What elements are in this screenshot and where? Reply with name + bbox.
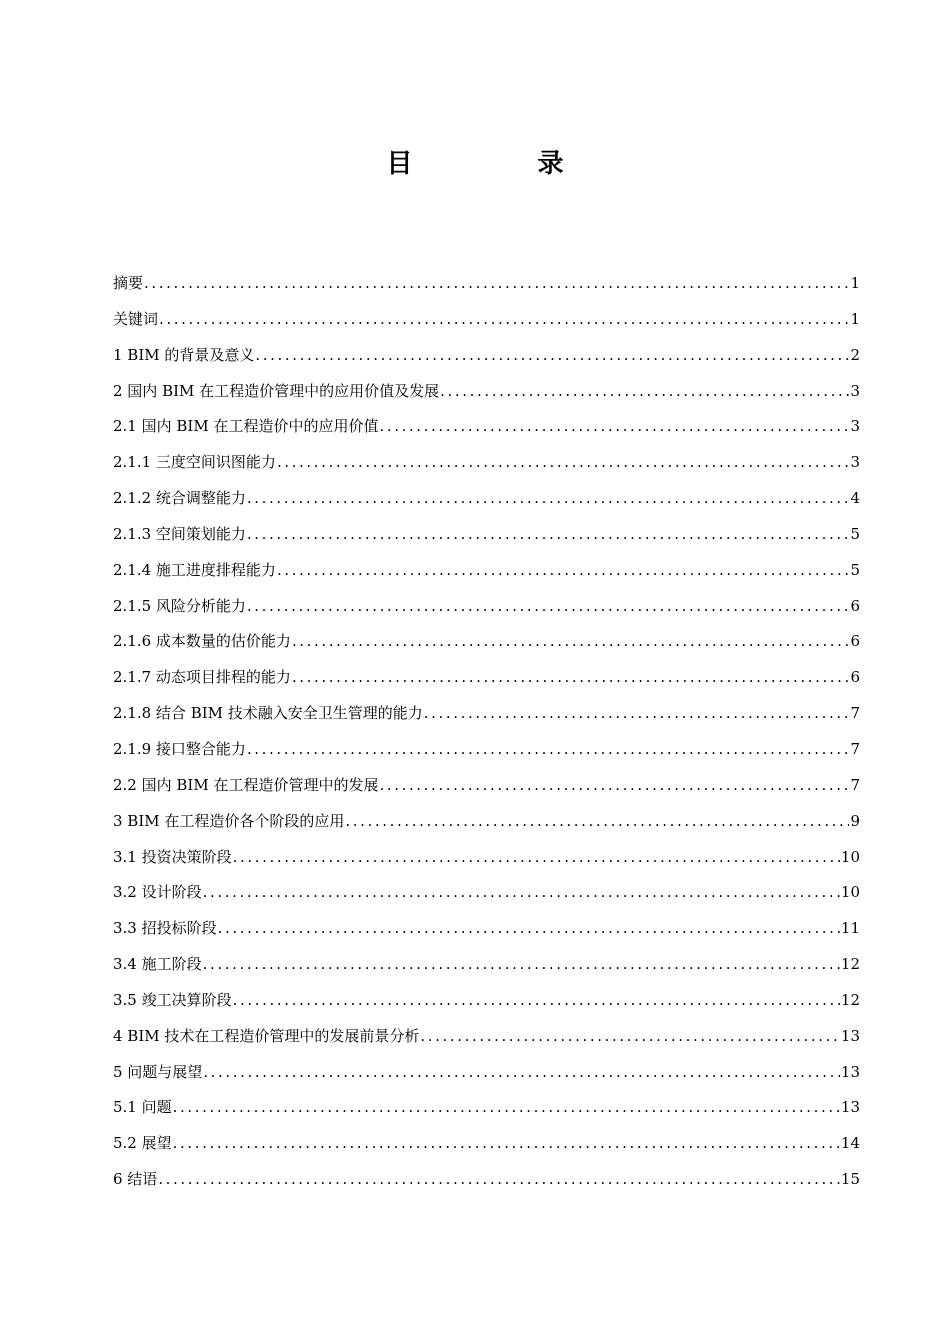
toc-leader-dots xyxy=(203,875,840,911)
toc-entry[interactable] xyxy=(113,1090,860,1126)
toc-entry-page: 6 xyxy=(850,596,860,615)
toc-entry-page: 2 xyxy=(850,345,860,364)
toc-entry-page: 12 xyxy=(840,955,860,974)
toc-leader-dots xyxy=(203,947,840,983)
toc-entry[interactable] xyxy=(113,804,860,840)
toc-leader-dots xyxy=(159,302,849,338)
toc-entry[interactable] xyxy=(113,983,860,1019)
toc-entry-page: 11 xyxy=(840,919,860,938)
toc-leader-dots xyxy=(247,732,850,768)
toc-leader-dots xyxy=(277,445,850,481)
toc-leader-dots xyxy=(173,1126,840,1162)
toc-entry-label: 2.2 国内 BIM 在工程造价管理中的发展 xyxy=(113,775,379,794)
toc-entry-label: 2.1.4 施工进度排程能力 xyxy=(113,560,276,579)
toc-entry-page: 7 xyxy=(850,739,860,758)
toc-entry-page: 10 xyxy=(840,847,860,866)
toc-entry-page: 5 xyxy=(850,560,860,579)
toc-leader-dots xyxy=(247,517,850,553)
toc-leader-dots xyxy=(379,409,849,445)
toc-leader-dots xyxy=(379,768,849,804)
toc-entry-label: 3.5 竣工决算阶段 xyxy=(113,990,232,1009)
toc-leader-dots xyxy=(158,1162,840,1198)
toc-entry-label: 关键词 xyxy=(113,309,159,328)
toc-entry-page: 14 xyxy=(840,1134,860,1153)
toc-leader-dots xyxy=(440,374,849,410)
toc-entry[interactable] xyxy=(113,840,860,876)
toc-entry[interactable] xyxy=(113,1126,860,1162)
toc-entry-page: 15 xyxy=(840,1170,860,1189)
toc-leader-dots xyxy=(277,553,850,589)
toc-entry[interactable] xyxy=(113,911,860,947)
toc-entry[interactable] xyxy=(113,266,860,302)
toc-leader-dots xyxy=(218,911,840,947)
toc-entry-label: 3.1 投资决策阶段 xyxy=(113,847,232,866)
toc-entry[interactable] xyxy=(113,947,860,983)
page-title: 目 录 xyxy=(386,149,622,179)
toc-entry-page: 9 xyxy=(850,811,860,830)
toc-entry-page: 6 xyxy=(850,632,860,651)
toc-entry-page: 7 xyxy=(850,704,860,723)
toc-entry[interactable] xyxy=(113,875,860,911)
toc-entry[interactable] xyxy=(113,302,860,338)
toc-entry-label: 摘要 xyxy=(113,274,144,292)
toc-entry-label: 4 BIM 技术在工程造价管理中的发展前景分析 xyxy=(113,1026,420,1045)
toc-entry-page: 12 xyxy=(840,990,860,1009)
toc-leader-dots xyxy=(173,1090,840,1126)
toc-leader-dots xyxy=(292,660,850,696)
toc-entry-page: 3 xyxy=(850,381,860,400)
toc-entry[interactable] xyxy=(113,445,860,481)
toc-leader-dots xyxy=(144,266,849,302)
table-of-contents xyxy=(113,266,860,1198)
toc-leader-dots xyxy=(247,589,850,625)
toc-entry[interactable] xyxy=(113,553,860,589)
toc-entry-page: 4 xyxy=(850,489,860,508)
toc-entry-page: 10 xyxy=(840,883,860,902)
toc-entry-page: 7 xyxy=(850,775,860,794)
toc-entry-page: 13 xyxy=(840,1062,860,1081)
toc-entry[interactable] xyxy=(113,338,860,374)
toc-entry-label: 3 BIM 在工程造价各个阶段的应用 xyxy=(113,811,345,830)
toc-entry-page: 13 xyxy=(840,1098,860,1117)
toc-entry-label: 2.1.1 三度空间识图能力 xyxy=(113,453,276,472)
toc-leader-dots xyxy=(420,1019,840,1055)
toc-leader-dots xyxy=(233,983,840,1019)
toc-entry[interactable] xyxy=(113,517,860,553)
toc-entry-label: 5.2 展望 xyxy=(113,1134,172,1153)
toc-entry-page: 1 xyxy=(850,274,860,292)
toc-entry-label: 2.1.3 空间策划能力 xyxy=(113,524,246,543)
toc-entry[interactable] xyxy=(113,660,860,696)
toc-entry[interactable] xyxy=(113,624,860,660)
toc-entry-label: 5.1 问题 xyxy=(113,1098,172,1117)
toc-entry-label: 2.1.9 接口整合能力 xyxy=(113,739,246,758)
toc-entry-label: 6 结语 xyxy=(113,1170,158,1189)
toc-entry[interactable] xyxy=(113,768,860,804)
toc-entry-label: 3.4 施工阶段 xyxy=(113,955,202,974)
toc-leader-dots xyxy=(255,338,849,374)
toc-entry[interactable] xyxy=(113,1055,860,1091)
toc-entry-label: 2 国内 BIM 在工程造价管理中的应用价值及发展 xyxy=(113,381,440,400)
toc-entry-label: 3.2 设计阶段 xyxy=(113,883,202,902)
toc-entry-page: 1 xyxy=(850,309,860,328)
toc-entry-label: 2.1.8 结合 BIM 技术融入安全卫生管理的能力 xyxy=(113,704,423,723)
toc-entry-page: 3 xyxy=(850,417,860,436)
toc-leader-dots xyxy=(233,840,840,876)
toc-entry-label: 2.1.6 成本数量的估价能力 xyxy=(113,632,291,651)
toc-entry-label: 2.1.7 动态项目排程的能力 xyxy=(113,668,291,687)
toc-entry[interactable] xyxy=(113,1162,860,1198)
toc-leader-dots xyxy=(424,696,850,732)
toc-leader-dots xyxy=(345,804,849,840)
toc-entry[interactable] xyxy=(113,732,860,768)
toc-entry[interactable] xyxy=(113,696,860,732)
toc-entry-page: 13 xyxy=(840,1026,860,1045)
toc-entry[interactable] xyxy=(113,409,860,445)
toc-entry-page: 5 xyxy=(850,524,860,543)
toc-entry-label: 2.1 国内 BIM 在工程造价中的应用价值 xyxy=(113,417,379,436)
toc-entry[interactable] xyxy=(113,1019,860,1055)
toc-leader-dots xyxy=(203,1055,840,1091)
toc-entry-label: 3.3 招投标阶段 xyxy=(113,919,217,938)
toc-entry[interactable] xyxy=(113,481,860,517)
toc-entry-page: 3 xyxy=(850,453,860,472)
toc-entry-label: 1 BIM 的背景及意义 xyxy=(113,345,255,364)
toc-leader-dots xyxy=(247,481,850,517)
toc-leader-dots xyxy=(292,624,850,660)
toc-entry-label: 2.1.2 统合调整能力 xyxy=(113,489,246,508)
toc-entry[interactable] xyxy=(113,374,860,410)
toc-entry-label: 5 问题与展望 xyxy=(113,1062,203,1081)
toc-entry[interactable] xyxy=(113,589,860,625)
toc-entry-label: 2.1.5 风险分析能力 xyxy=(113,596,246,615)
toc-entry-page: 6 xyxy=(850,668,860,687)
